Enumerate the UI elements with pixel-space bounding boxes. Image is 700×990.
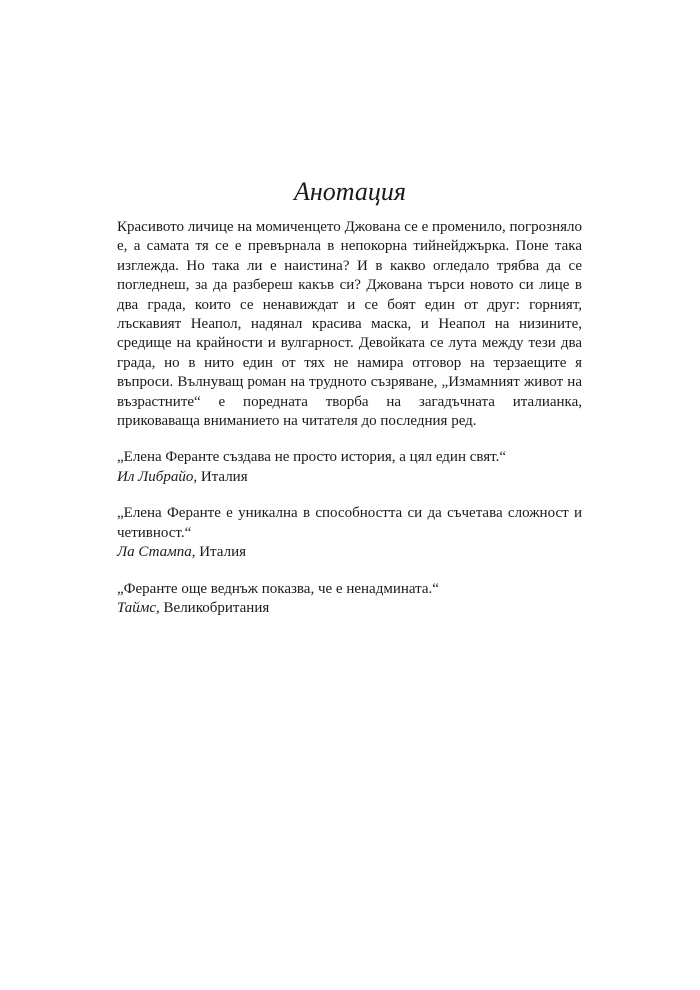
review-source-country: , Великобритания — [156, 599, 270, 616]
review-3 — [117, 580, 582, 619]
review-source-name: Таймс — [117, 599, 157, 616]
review-source-name: Ла Стампа — [117, 544, 192, 561]
annotation-paragraph: Красивото личице на момиченцето Джована се е променило, погрозняло е, а самата тя се е превърнала в непокорна тийнейджърка. Поне така изглежда. Но така ли е наистина? И в какво огледало трябва да се погледнеш, за да разбереш какъв си? Джована търси новото си лице в два града, които се ненавиждат и се боят един от друг: горният, лъскавият Неапол, надянал красива маска, и Неапол на низините, средище на крайности и вулгарност. Девойката се лута между тези два града, но в нито един от тях не намира отговор на терзаещите я въпроси. Вълнуващ роман на трудното съзряване, „Измамният живот на възрастните“ е поредната творба на загадъчната италианка, приковаваща вниманието на читателя до последния ред. — [117, 219, 582, 430]
page-title: Анотация — [294, 177, 406, 206]
review-source-country: , Италия — [193, 468, 248, 485]
review-2 — [117, 504, 582, 562]
review-quote: „Елена Феранте създава не просто история, а цял един свят.“ — [117, 449, 507, 466]
review-source-line — [117, 543, 582, 562]
page-body — [117, 218, 582, 618]
review-source-country: , Италия — [191, 544, 246, 561]
review-1 — [117, 448, 582, 487]
review-source-line — [117, 599, 582, 618]
review-source-name: Ил Либрайо — [117, 468, 194, 485]
review-source-line — [117, 468, 582, 487]
review-quote: „Елена Феранте е уникална в способността си да съчетава сложност и четивност.“ — [117, 505, 582, 541]
review-quote: „Феранте още веднъж показва, че е ненадмината.“ — [117, 580, 439, 597]
